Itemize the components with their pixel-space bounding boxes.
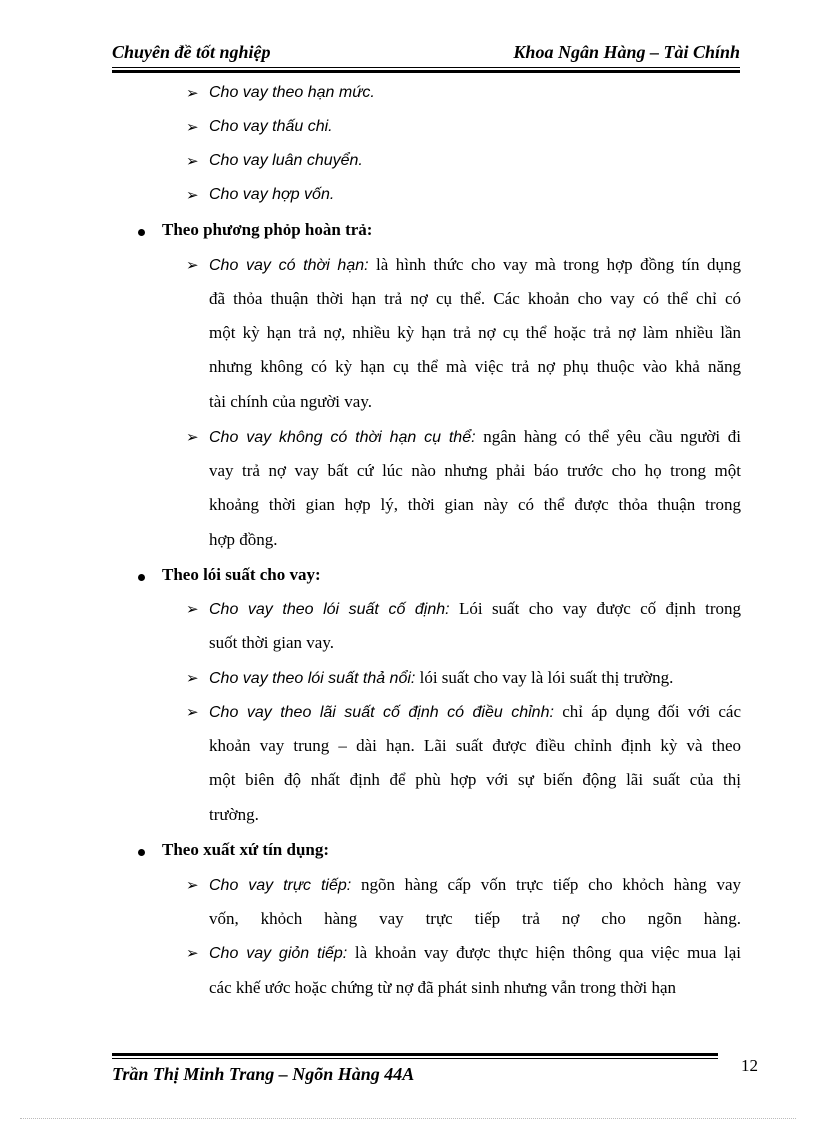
paragraph-line (209, 702, 741, 722)
header-rule-thin (112, 67, 740, 68)
term-definition: chỉ áp dụng đối với các (553, 702, 741, 721)
bullet-dot-icon (138, 229, 145, 236)
term-label: Cho vay trực tiếp: (209, 877, 352, 894)
arrow-bullet-icon: ➢ (186, 188, 199, 204)
page-number: 12 (741, 1056, 758, 1075)
paragraph-line: tài chính của người vay. (209, 392, 372, 411)
list-item: Cho vay hợp vốn. (209, 186, 335, 203)
paragraph-line: suốt thời gian vay. (209, 633, 334, 652)
header-right-title: Khoa Ngân Hàng – Tài Chính (513, 42, 740, 62)
term-label: Cho vay giỏn tiếp: (209, 945, 348, 962)
header-rule-thick (112, 70, 740, 73)
paragraph-line (209, 255, 741, 275)
arrow-bullet-icon: ➢ (186, 154, 199, 170)
term-label: Cho vay không có thời hạn cụ thể: (209, 429, 476, 446)
page-edge-divider (20, 1118, 796, 1119)
paragraph-line (209, 427, 741, 447)
paragraph-line: nhưng không có kỳ hạn cụ thể mà việc trả nợ phụ thuộc vào khả năng (209, 357, 741, 376)
paragraph-line: vốn, khỏch hàng vay trực tiếp trả nợ cho ngõn hàng. (209, 909, 741, 928)
paragraph-line: khoảng thời gian hợp lý, thời gian này có thể được thỏa thuận trong (209, 495, 741, 514)
arrow-bullet-icon: ➢ (186, 120, 199, 136)
term-label: Cho vay theo lói suất cố định: (209, 601, 450, 618)
term-label: Cho vay theo lãi suất cố định có điều chỉnh: (209, 704, 554, 721)
paragraph-line (209, 943, 741, 963)
arrow-bullet-icon: ➢ (186, 258, 199, 274)
paragraph-line: khoản vay trung – dài hạn. Lãi suất được điều chỉnh định kỳ và theo (209, 736, 741, 755)
footer-author: Trần Thị Minh Trang – Ngõn Hàng 44A (112, 1064, 415, 1084)
footer-rule-thick (112, 1053, 718, 1056)
paragraph-line: đã thỏa thuận thời hạn trả nợ cụ thể. Các khoản cho vay có thể chỉ có (209, 289, 741, 308)
paragraph-line: hợp đồng. (209, 530, 278, 549)
term-label: Cho vay theo lói suất thả nổi: (209, 670, 416, 687)
paragraph-line (209, 599, 741, 619)
arrow-bullet-icon: ➢ (186, 86, 199, 102)
section-heading: Theo xuất xứ tín dụng: (162, 840, 330, 859)
paragraph-line: một biên độ nhất định để phù hợp với sự biến động lãi suất của thị (209, 770, 741, 789)
paragraph-line (209, 875, 741, 895)
section-heading: Theo phương phỏp hoàn trả: (162, 220, 373, 239)
list-item: Cho vay thấu chi. (209, 118, 333, 135)
paragraph-line: trường. (209, 805, 259, 824)
term-label: Cho vay có thời hạn: (209, 257, 369, 274)
list-item: Cho vay theo hạn mức. (209, 84, 375, 101)
term-definition: là khoản vay được thực hiện thông qua việc mua lại (347, 943, 741, 962)
list-item: Cho vay luân chuyển. (209, 152, 363, 169)
paragraph-line: một kỳ hạn trả nợ, nhiều kỳ hạn trả nợ cụ thể hoặc trả nợ làm nhiều lần (209, 323, 741, 342)
arrow-bullet-icon: ➢ (186, 671, 199, 687)
term-definition: ngân hàng có thể yêu cầu người đi (475, 427, 741, 446)
arrow-bullet-icon: ➢ (186, 878, 199, 894)
section-heading: Theo lói suất cho vay: (162, 565, 321, 584)
term-definition: Lói suất cho vay được cố định trong (449, 599, 742, 618)
paragraph-line: các khế ước hoặc chứng từ nợ đã phát sinh nhưng vẫn trong thời hạn (209, 978, 676, 997)
bullet-dot-icon (138, 849, 145, 856)
page-header (112, 42, 740, 70)
term-definition: là hình thức cho vay mà trong hợp đồng tín dụng (368, 255, 741, 274)
term-definition: lói suất cho vay là lói suất thị trường. (415, 668, 674, 687)
footer-rule-thin (112, 1058, 718, 1059)
arrow-bullet-icon: ➢ (186, 602, 199, 618)
arrow-bullet-icon: ➢ (186, 705, 199, 721)
paragraph-line: vay trả nợ vay bất cứ lúc nào nhưng phải báo trước cho họ trong một (209, 461, 741, 480)
bullet-dot-icon (138, 574, 145, 581)
arrow-bullet-icon: ➢ (186, 430, 199, 446)
header-left-title: Chuyên đề tốt nghiệp (112, 42, 271, 62)
arrow-bullet-icon: ➢ (186, 946, 199, 962)
term-definition: ngõn hàng cấp vốn trực tiếp cho khỏch hàng vay (351, 875, 741, 894)
paragraph-line (209, 668, 673, 688)
